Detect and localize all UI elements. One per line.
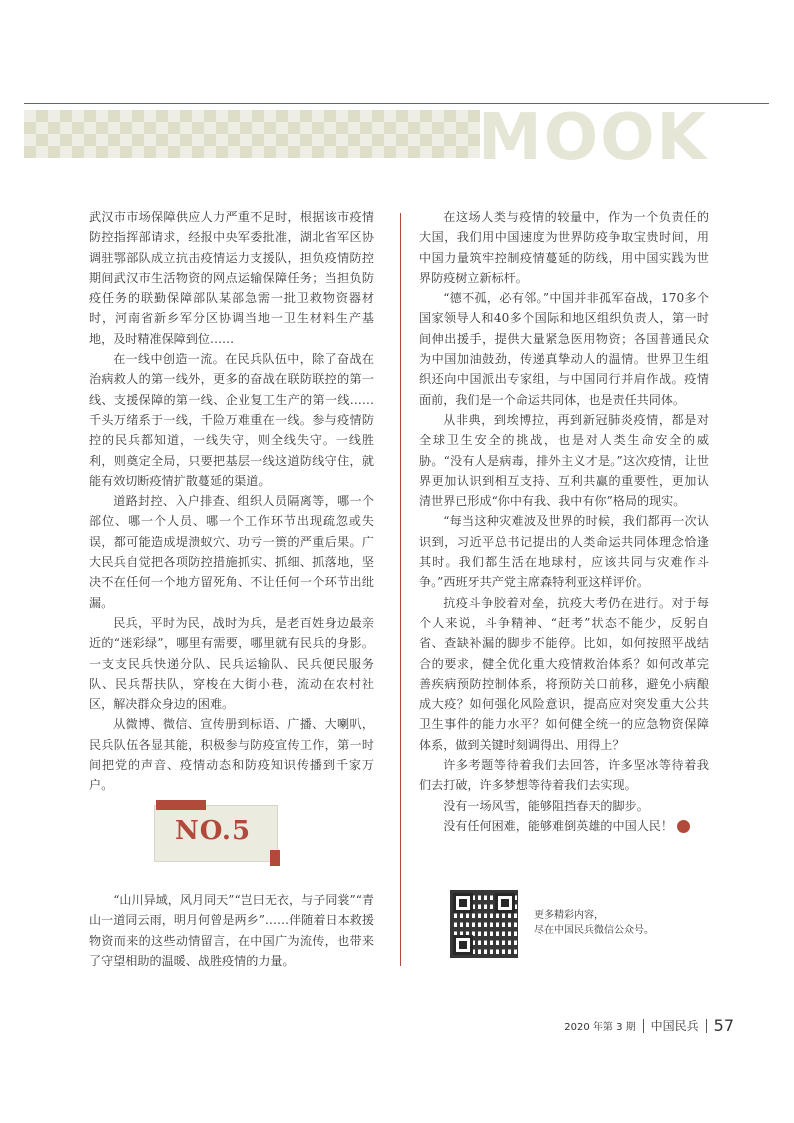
paragraph — [419, 816, 709, 836]
section-label-accent — [156, 800, 206, 810]
paragraph: 从微博、微信、宣传册到标语、广播、大喇叭，民兵队伍各显其能，积极参与防疫宣传工作，第一时间把党的声音、疫情动态和防疫知识传播到千家万户。 — [89, 717, 374, 793]
paragraph: “德不孤，必有邻。”中国并非孤军奋战，170多个国家领导人和40多个国际和地区组织负责人，第一时间伸出援手，提供大量紧急医用物资；各国普通民众为中国加油鼓劲，传递真挚动人的温情。世界卫生组织还向中国派出专家组，与中国同行并肩作战。疫情面前，我们是一个命运共同体，也是责任共同体。 — [419, 291, 709, 407]
paragraph: 从非典，到埃博拉，再到新冠肺炎疫情，都是对全球卫生安全的挑战，也是对人类生命安全的威胁。“没有人是病毒，排外主义才是。”这次疫情，让世界更加认识到相互支持、互利共赢的重要性，更加认清世界已形成“你中有我、我中有你”格局的现实。 — [419, 412, 709, 509]
footer-separator — [706, 1019, 707, 1033]
qr-caption-line: 尽在中国民兵微信公众号。 — [534, 925, 654, 936]
footer-separator — [643, 1019, 644, 1033]
section-label: NO.5 — [175, 816, 252, 846]
header-checker-pattern — [24, 110, 480, 158]
column-divider — [400, 213, 401, 966]
paragraph: 道路封控、入户排查、组织人员隔离等，哪一个部位、哪一个人员、哪一个工作环节出现疏忽或失误，都可能造成堤溃蚁穴、功亏一篑的严重后果。广大民兵自觉把各项防控措施抓实、抓细、抓落地，坚决不在任何一个地方留死角、不让任何一个环节出纰漏。 — [89, 494, 374, 610]
left-column — [89, 207, 374, 796]
qr-finder — [495, 893, 515, 913]
paragraph: 没有一场风雪，能够阻挡春天的脚步。 — [443, 798, 649, 813]
paragraph: 武汉市市场保障供应人力严重不足时，根据该市疫情防控指挥部请求，经报中央军委批准，湖北省军区协调驻鄂部队成立抗击疫情运力支援队，担负疫情防控期间武汉市生活物资的网点运输保障任务；当担负防疫任务的联勤保障部队某部急需一批卫救物资器材时，河南省新乡军分区协调当地一卫生材料生产基地，及时精准保障到位…… — [89, 210, 374, 346]
page-number: 57 — [713, 1016, 734, 1035]
qr-caption-line: 更多精彩内容， — [534, 910, 604, 921]
paragraph: 许多考题等待着我们去回答，许多坚冰等待着我们去打破，许多梦想等待着我们去实现。 — [419, 758, 709, 793]
paragraph: 抗疫斗争胶着对垒，抗疫大考仍在进行。对于每个人来说，斗争精神、“赶考”状态不能少，反躬自省、查缺补漏的脚步不能停。比如，如何按照平战结合的要求，健全优化重大疫情救治体系？如何改革完善疾病预防控制体系，将预防关口前移，避免小病酿成大疫？如何强化风险意识，提高应对突发重大公共卫生事件的能力水平？如何健全统一的应急物资保障体系，做到关键时刻调得出、用得上？ — [419, 595, 709, 752]
paragraph: 在一线中创造一流。在民兵队伍中，除了奋战在治病救人的第一线外，更多的奋战在联防联控的第一线、支援保障的第一线、企业复工生产的第一线……千头万绪系于一线，千险万难重在一线。参与疫情防控的民兵都知道，一线失守，则全线失守。一线胜利，则奠定全局，只要把基层一线这道防线守住，就能有效切断疫情扩散蔓延的渠道。 — [89, 352, 374, 488]
qr-finder — [453, 935, 473, 955]
paragraph: “每当这种灾难波及世界的时候，我们都再一次认识到，习近平总书记提出的人类命运共同体理念恰逢其时。我们都生活在地球村，应该共同与灾难作斗争。”西班牙共产党主席森特利亚这样评价。 — [419, 514, 709, 590]
qr-code-icon[interactable] — [450, 890, 518, 958]
paragraph: “山川异域，风月同天”“岂曰无衣，与子同裳”“青山一道同云雨，明月何曾是两乡”……伴随着日本救援物资而来的这些动情留言，在中国广为流传，也带来了守望相助的温暖、战胜疫情的力量。 — [89, 893, 374, 968]
paragraph: 在这场人类与疫情的较量中，作为一个负责任的大国，我们用中国速度为世界防疫争取宝贵时间，用中国力量筑牢控制疫情蔓延的防线，用中国实践为世界防疫树立新标杆。 — [419, 210, 709, 285]
end-mark-icon: 民 — [677, 820, 690, 833]
issue-number: 2020 年第 3 期 — [564, 1022, 636, 1033]
header-brand: MOOK — [478, 101, 709, 175]
section-label-accent — [270, 850, 280, 866]
magazine-name: 中国民兵 — [650, 1019, 699, 1033]
page-footer — [564, 1016, 734, 1035]
paragraph: 民兵，平时为民，战时为兵，是老百姓身边最亲近的“迷彩绿”，哪里有需要，哪里就有民兵的身影。一支支民兵快递分队、民兵运输队、民兵便民服务队、民兵帮扶队，穿梭在大街小巷，流动在农村社区，解决群众身边的困难。 — [89, 615, 374, 712]
bottom-left-text — [89, 890, 374, 971]
right-column — [419, 207, 709, 836]
paragraph-text: 没有任何困难，能够难倒英雄的中国人民！ — [443, 818, 673, 833]
qr-finder — [453, 893, 473, 913]
qr-caption — [534, 908, 654, 938]
